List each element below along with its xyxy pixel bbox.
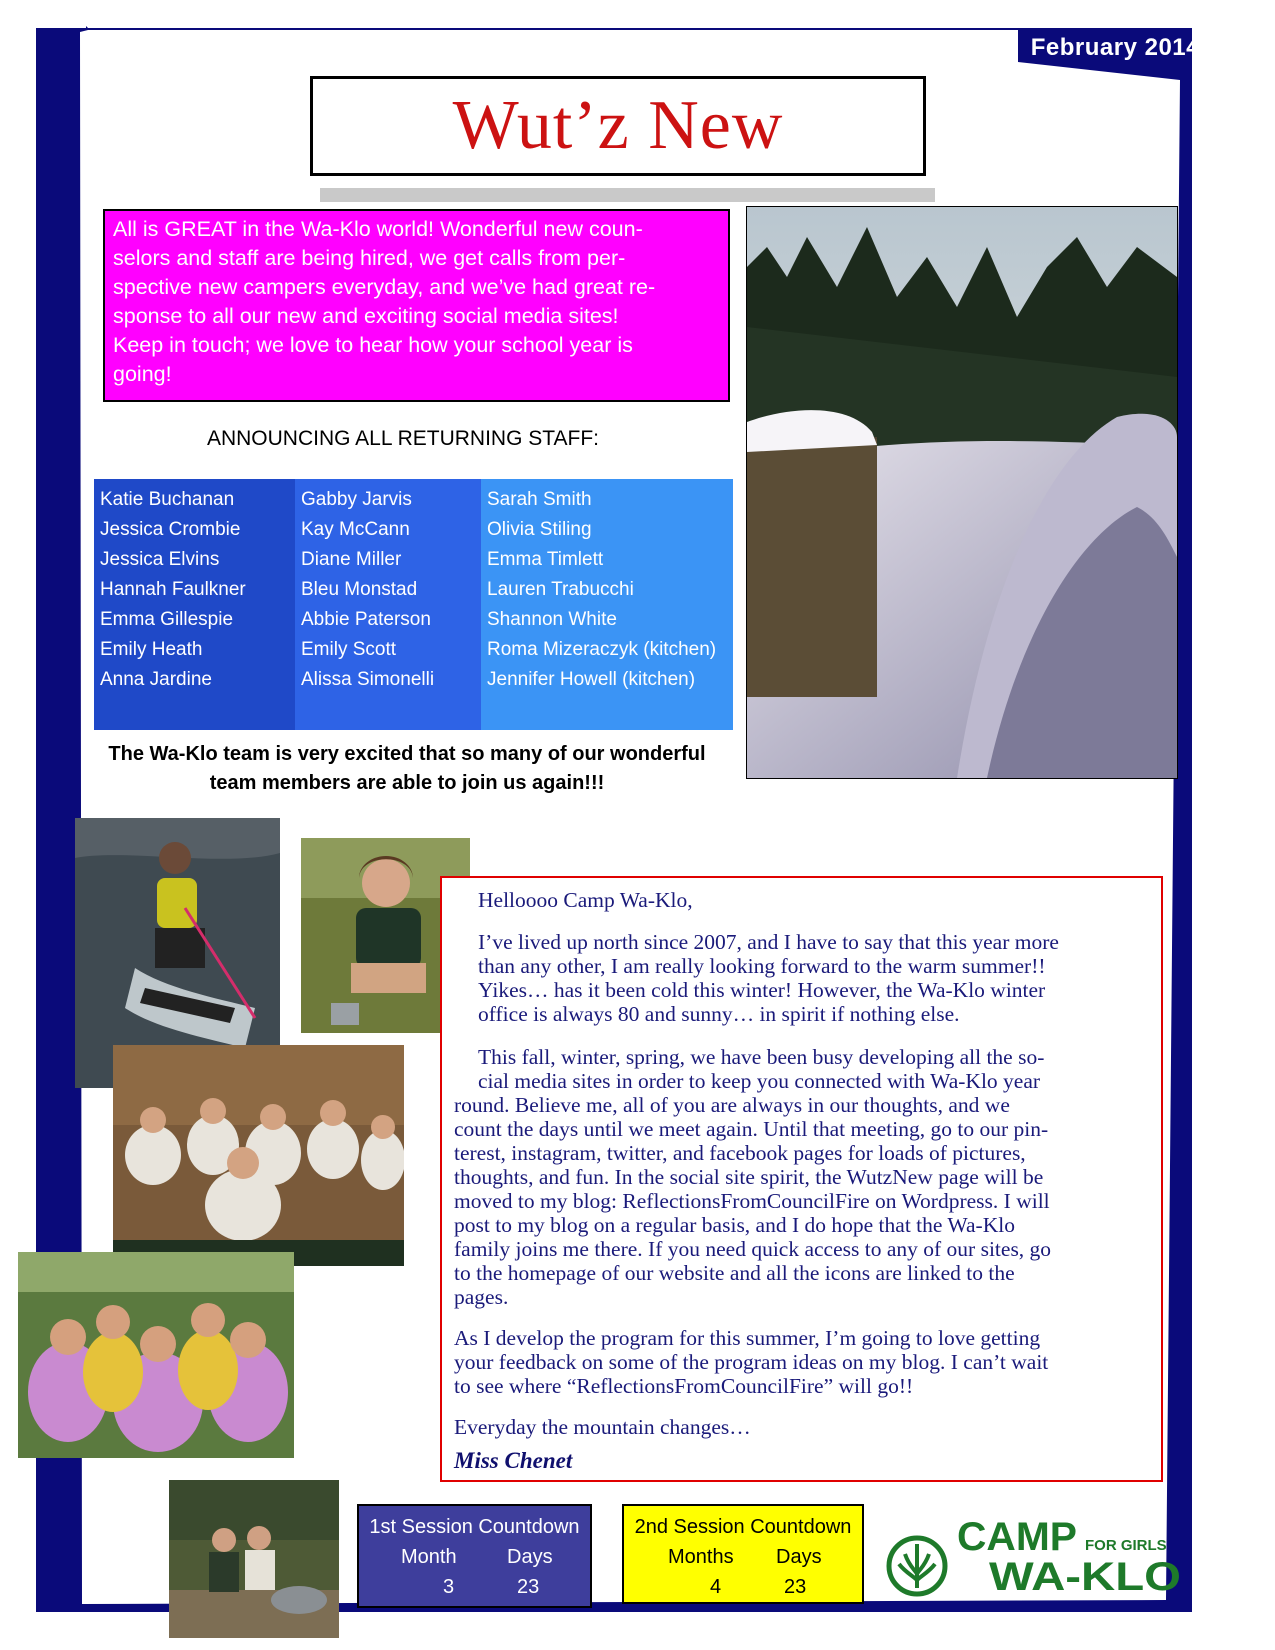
countdown-label-month: Month [401, 1546, 457, 1568]
letter-line: your feedback on some of the program ideas on my blog. I can’t wait [454, 1350, 1049, 1374]
staff-name: Bleu Monstad [301, 579, 418, 600]
winter-photo [746, 206, 1178, 779]
staff-list [94, 479, 733, 730]
letter-line: pages. [454, 1285, 509, 1309]
countdown-value-months: 4 [710, 1576, 722, 1598]
logo-wa-klo: WA-KLO [989, 1555, 1181, 1598]
issue-date: February 2014 [1030, 34, 1200, 61]
staff-name: Lauren Trabucchi [487, 579, 634, 600]
camp-wa-klo-logo [885, 1508, 1195, 1598]
letter-line: office is always 80 and sunny… in spirit if nothing else. [478, 1002, 960, 1026]
letter-line: moved to my blog: ReflectionsFromCouncilFire on Wordpress. I will [454, 1189, 1050, 1213]
staff-name: Diane Miller [301, 549, 402, 570]
letter-line: As I develop the program for this summer, I’m going to love getting [454, 1326, 1041, 1350]
second-session-countdown [622, 1504, 864, 1604]
staff-column-1 [94, 479, 295, 730]
countdown-value-days: 23 [517, 1576, 540, 1598]
letter-line: terest, instagram, twitter, and facebook pages for loads of pictures, [454, 1141, 1026, 1165]
staff-name: Abbie Paterson [301, 609, 431, 630]
intro-line: selors and staff are being hired, we get calls from per- [113, 246, 626, 270]
letter-box [440, 876, 1163, 1482]
staff-name: Emma Gillespie [100, 609, 234, 630]
staff-name: Katie Buchanan [100, 489, 235, 510]
letter-line: This fall, winter, spring, we have been busy developing all the so- [478, 1045, 1045, 1069]
letter-line: to the homepage of our website and all the icons are linked to the [454, 1261, 1015, 1285]
countdown-label-days: Days [507, 1546, 553, 1568]
intro-line: All is GREAT in the Wa-Klo world! Wonderful new coun- [113, 217, 643, 241]
intro-line: sponse to all our new and exciting social media sites! [113, 304, 619, 328]
letter-line: thoughts, and fun. In the social site spirit, the WutzNew page will be [454, 1165, 1044, 1189]
letter-paragraph-2 [454, 1045, 1051, 1309]
newsletter-title-box [310, 76, 926, 176]
countdown-value-days: 23 [784, 1576, 807, 1598]
letter-line: count the days until we meet again. Until that meeting, go to our pin- [454, 1117, 1049, 1141]
staff-name: Emily Scott [301, 639, 397, 660]
intro-line: spective new campers everyday, and we’ve had great re- [113, 275, 656, 299]
staff-heading: ANNOUNCING ALL RETURNING STAFF: [206, 427, 600, 450]
tie-dye-group-photo [18, 1252, 294, 1458]
staff-name: Olivia Stiling [487, 519, 592, 540]
countdown-label-days: Days [776, 1546, 822, 1568]
letter-line: I’ve lived up north since 2007, and I have to say that this year more [478, 930, 1059, 954]
logo-camp: CAMP [957, 1515, 1077, 1559]
staff-name: Jessica Crombie [100, 519, 241, 540]
countdown-title: 2nd Session Countdown [634, 1516, 852, 1538]
letter-line: than any other, I am really looking forward to the warm summer!! [478, 954, 1046, 978]
staff-column-2 [295, 479, 481, 730]
staff-name: Anna Jardine [100, 669, 212, 690]
intro-box [103, 209, 730, 402]
letter-line: Yikes… has it been cold this winter! However, the Wa-Klo winter [478, 978, 1046, 1002]
intro-line: Keep in touch; we love to hear how your school year is [113, 333, 633, 357]
letter-greeting: Helloooo Camp Wa-Klo, [478, 888, 693, 912]
letter-line: to see where “ReflectionsFromCouncilFire” will go!! [454, 1374, 914, 1398]
staff-name: Emily Heath [100, 639, 203, 660]
countdown-title: 1st Session Countdown [369, 1516, 580, 1538]
newsletter-title: Wut’z New [452, 87, 784, 164]
staff-name: Hannah Faulkner [100, 579, 246, 600]
staff-note [94, 740, 720, 798]
staff-name: Kay McCann [301, 519, 410, 540]
letter-closing: Everyday the mountain changes… [454, 1415, 751, 1439]
letter-line: round. Believe me, all of you are always in our thoughts, and we [454, 1093, 1010, 1117]
staff-name: Jennifer Howell (kitchen) [487, 669, 696, 690]
intro-line: going! [113, 362, 172, 386]
first-session-countdown [357, 1504, 592, 1608]
staff-name: Gabby Jarvis [301, 489, 412, 510]
staff-name: Sarah Smith [487, 489, 592, 510]
staff-name: Shannon White [487, 609, 617, 630]
countdown-label-months: Months [668, 1546, 734, 1568]
group-cheering-photo [113, 1045, 404, 1266]
staff-name: Roma Mizeraczyk (kitchen) [487, 639, 717, 660]
letter-line: post to my blog on a regular basis, and I do hope that the Wa-Klo [454, 1213, 1015, 1237]
letter-line: cial media sites in order to keep you connected with Wa-Klo year [478, 1069, 1041, 1093]
logo-for-girls: FOR GIRLS [1085, 1537, 1167, 1554]
staff-name: Alissa Simonelli [301, 669, 435, 690]
letter-paragraph-3 [454, 1326, 1048, 1398]
girls-with-dog-photo [169, 1480, 339, 1638]
letter-line: family joins me there. If you need quick access to any of our sites, go [454, 1237, 1052, 1261]
title-underline [320, 188, 935, 202]
staff-note-line: team members are able to join us again!!! [209, 772, 605, 794]
staff-note-line: The Wa-Klo team is very excited that so many of our wonderful [108, 743, 706, 765]
staff-name: Emma Timlett [487, 549, 604, 570]
staff-column-3 [481, 479, 733, 730]
letter-signature: Miss Chenet [454, 1448, 573, 1473]
staff-name: Jessica Elvins [100, 549, 220, 570]
letter-paragraph-1 [478, 930, 1059, 1026]
countdown-value-month: 3 [443, 1576, 455, 1598]
